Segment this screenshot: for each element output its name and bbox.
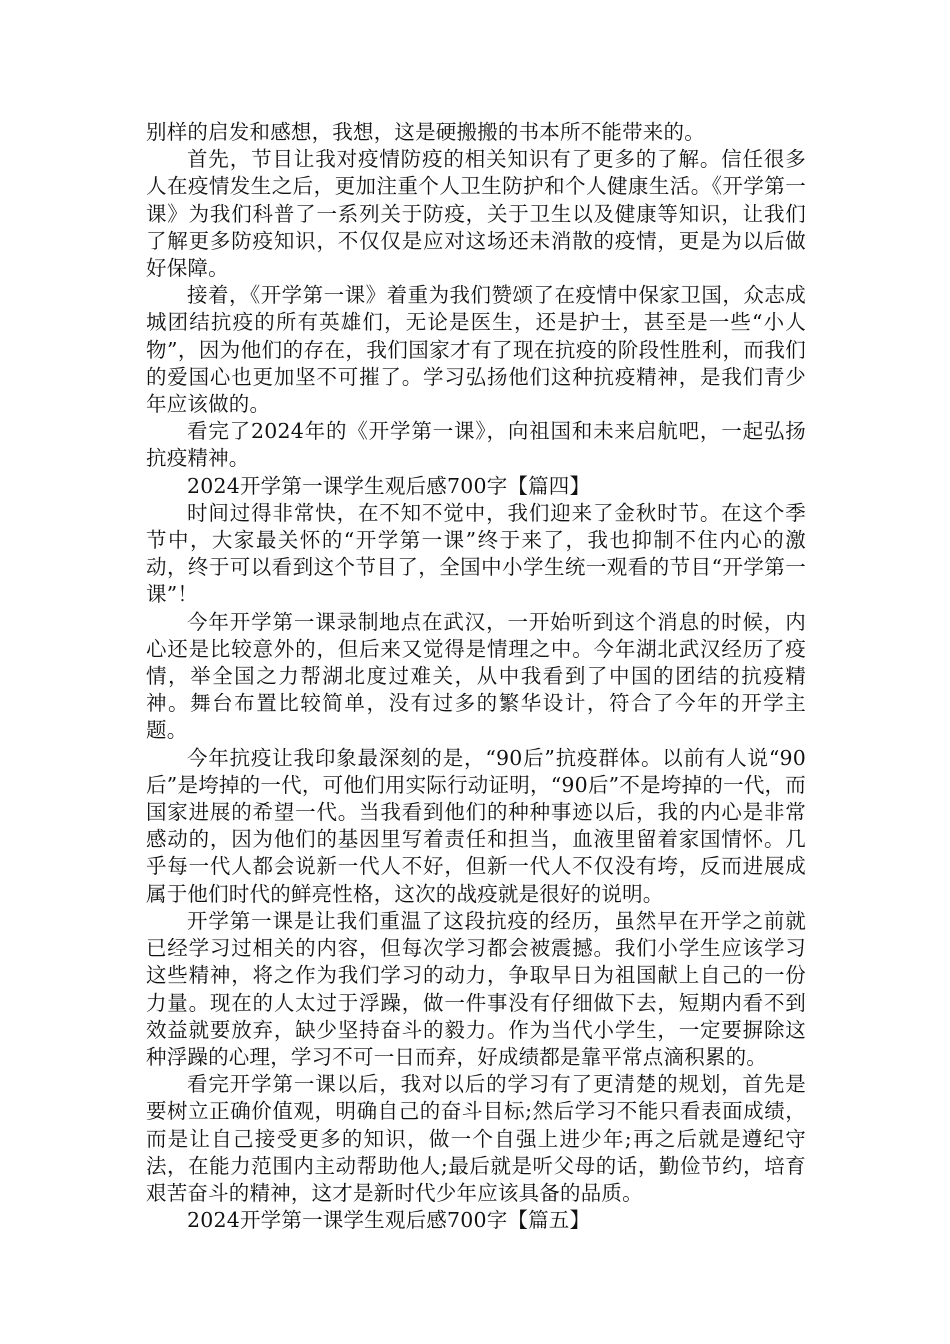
paragraph-prevention-knowledge: 首先，节目让我对疫情防疫的相关知识有了更多的了解。信任很多人在疫情发生之后，更加注重个人卫生防护和个人健康生活。《开学第一课》为我们科普了一系列关于防疫，关于卫生以及健康等知识，让我们了解更多防疫知识，不仅仅是应对这场还未消散的疫情，更是为以后做好保障。 (146, 147, 806, 281)
paragraph-post90s: 今年抗疫让我印象最深刻的是，“90后”抗疫群体。以前有人说“90后”是垮掉的一代，可他们用实际行动证明，“90后”不是垮掉的一代，而国家进展的希望一代。当我看到他们的种种事迹以后，我的内心是非常感动的，因为他们的基因里写着责任和担当，血液里留着家国情怀。几乎每一代人都会说新一代人不好，但新一代人不仅没有垮，反而进展成属于他们时代的鲜亮性格，这次的战疫就是很好的说明。 (146, 745, 806, 906)
paragraph-review-experience: 开学第一课是让我们重温了这段抗疫的经历，虽然早在开学之前就已经学习过相关的内容，但每次学习都会被震撼。我们小学生应该学习这些精神，将之作为我们学习的动力，争取早日为祖国献上自己的一份力量。现在的人太过于浮躁，做一件事没有仔细做下去，短期内看不到效益就要放弃，缺少坚持奋斗的毅力。作为当代小学生，一定要摒除这种浮躁的心理，学习不可一日而弃，好成绩都是靠平常点滴积累的。 (146, 908, 806, 1069)
paragraph-wuhan-location: 今年开学第一课录制地点在武汉，一开始听到这个消息的时候，内心还是比较意外的，但后来又觉得是情理之中。今年湖北武汉经历了疫情，举全国之力帮湖北度过难关，从中我看到了中国的团结的抗疫精神。舞台布置比较简单，没有过多的繁华设计，符合了今年的开学主题。 (146, 609, 806, 743)
paragraph-continuation: 别样的启发和感想，我想，这是硬搬搬的书本所不能带来的。 (146, 120, 705, 144)
paragraph-heroes: 接着，《开学第一课》着重为我们赞颂了在疫情中保家卫国，众志成城团结抗疫的所有英雄们，无论是医生，还是护士，甚至是一些“小人物”，因为他们的存在，我们国家才有了现在抗疫的阶段性胜利，而我们的爱国心也更加坚不可摧了。学习弘扬他们这种抗疫精神，是我们青少年应该做的。 (146, 283, 806, 417)
document-body (146, 119, 806, 1234)
paragraph-conclusion-part3: 看完了2024年的《开学第一课》，向祖国和未来启航吧，一起弘扬抗疫精神。 (146, 419, 806, 471)
section-heading-part5: 2024开学第一课学生观后感700字【篇五】 (187, 1208, 591, 1233)
paragraph-autumn-intro: 时间过得非常快，在不知不觉中，我们迎来了金秋时节。在这个季节中，大家最关怀的“开学第一课”终于来了，我也抑制不住内心的激动，终于可以看到这个节目了，全国中小学生统一观看的节目“开学第一课”！ (146, 500, 806, 607)
paragraph-study-plan: 看完开学第一课以后，我对以后的学习有了更清楚的规划，首先是要树立正确价值观，明确自己的奋斗目标;然后学习不能只看表面成绩，而是让自己接受更多的知识，做一个自强上进少年;再之后就是遵纪守法，在能力范围内主动帮助他人;最后就是听父母的话，勤俭节约，培育艰苦奋斗的精神，这才是新时代少年应该具备的品质。 (146, 1072, 806, 1205)
section-heading-part4: 2024开学第一课学生观后感700字【篇四】 (187, 473, 591, 498)
